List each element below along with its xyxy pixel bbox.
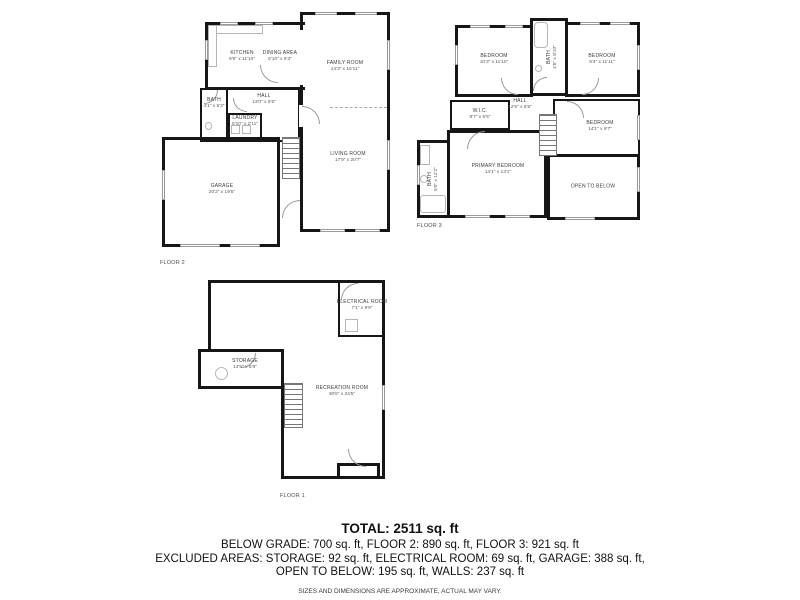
room-label-living bbox=[330, 151, 366, 165]
room-label-electrical bbox=[337, 299, 388, 313]
window bbox=[162, 170, 165, 200]
window bbox=[205, 40, 208, 60]
room-label-bedroom3 bbox=[586, 120, 613, 134]
room-name: W.I.C. bbox=[472, 108, 488, 115]
room-label-dining bbox=[263, 50, 297, 64]
room-label-storage bbox=[232, 358, 258, 372]
room-dims: 14'1" x 13'1" bbox=[484, 170, 512, 176]
room-name: FAMILY ROOM bbox=[326, 60, 364, 67]
room-dims: 9'4" x 11'11" bbox=[589, 60, 615, 66]
room-dims: 17'9" x 20'7" bbox=[334, 158, 362, 164]
room-label-open-to-below bbox=[571, 184, 615, 191]
room-name: OPEN TO BELOW bbox=[570, 183, 616, 190]
room-label-laundry bbox=[232, 115, 258, 129]
room-dims: 30'6" x 34'5" bbox=[328, 392, 356, 398]
room-name: BATH bbox=[427, 172, 434, 186]
window bbox=[580, 22, 600, 25]
window bbox=[610, 22, 630, 25]
excluded-areas-text: EXCLUDED AREAS: STORAGE: 92 sq. ft, ELECTRICAL ROOM: 69 sq. ft, GARAGE: 388 sq. ft, bbox=[155, 552, 645, 565]
window bbox=[470, 25, 490, 28]
room-dims: 13'0" x 6'5" bbox=[252, 100, 276, 106]
room-dims: 5'10" x 2'11" bbox=[232, 122, 258, 128]
room-name: LIVING ROOM bbox=[330, 151, 366, 158]
room-dims: 4'1" x 5'3" bbox=[203, 104, 225, 110]
stairs bbox=[282, 137, 300, 179]
vanity-fixture bbox=[420, 145, 430, 165]
room-name: STORAGE bbox=[232, 358, 258, 365]
window bbox=[220, 22, 238, 25]
window bbox=[455, 45, 458, 65]
mechanical-fixture bbox=[215, 367, 228, 380]
room-label-recreation bbox=[316, 385, 368, 399]
room-name: LAUNDRY bbox=[232, 115, 258, 122]
room-name: RECREATION ROOM bbox=[315, 385, 369, 392]
excluded-areas-text-2: OPEN TO BELOW: 195 sq. ft, WALLS: 237 sq. ft bbox=[275, 566, 525, 579]
room-name: GARAGE bbox=[210, 183, 234, 190]
room-label-bath1 bbox=[546, 45, 560, 69]
room-label-kitchen bbox=[229, 50, 255, 64]
room-dims: 4'6" x 8'10" bbox=[553, 45, 559, 69]
room-dims: 8'7" x 5'5" bbox=[469, 115, 491, 121]
room-label-hall bbox=[508, 98, 532, 112]
window bbox=[387, 40, 390, 70]
room-name: BATH bbox=[207, 97, 221, 104]
floor3-tag: FLOOR 3 bbox=[417, 223, 442, 229]
room-dims: 6'10" x 9'3" bbox=[268, 57, 292, 63]
room-name: KITCHEN bbox=[230, 50, 254, 57]
room-dims: 7'1" x 9'9" bbox=[351, 306, 373, 312]
window bbox=[637, 45, 640, 70]
door-arc bbox=[282, 200, 300, 218]
room-dims: 14'3" x 15'11" bbox=[330, 67, 360, 73]
room-label-bath bbox=[204, 97, 225, 111]
room-dims: 12'5" x 8'5" bbox=[508, 105, 532, 111]
room-label-garage bbox=[209, 183, 235, 197]
window bbox=[255, 22, 273, 25]
kitchen-counter bbox=[208, 25, 217, 67]
window bbox=[355, 229, 380, 232]
floor-areas-text: BELOW GRADE: 700 sq. ft, FLOOR 2: 890 sq. ft, FLOOR 3: 921 sq. ft bbox=[221, 539, 579, 551]
window bbox=[382, 385, 385, 410]
window bbox=[230, 244, 260, 247]
room-label-wic bbox=[470, 108, 491, 122]
window bbox=[637, 167, 640, 192]
room-dims: 9'6" x 11'10" bbox=[229, 57, 255, 63]
total-area-text: TOTAL: 2511 sq. ft bbox=[341, 521, 459, 536]
bathtub-fixture bbox=[534, 22, 548, 48]
room-name: PRIMARY BEDROOM bbox=[471, 163, 525, 170]
room-label-primary bbox=[472, 163, 525, 177]
floor3-plan bbox=[415, 15, 645, 233]
exterior-wall bbox=[281, 476, 385, 479]
exterior-wall bbox=[208, 280, 385, 283]
stairs bbox=[539, 114, 557, 156]
room-name: BEDROOM bbox=[588, 53, 616, 60]
room-name: HALL bbox=[257, 93, 271, 100]
room-name: BATH bbox=[546, 50, 553, 64]
room-divider-dashed bbox=[330, 107, 387, 108]
room-label-bath2 bbox=[427, 167, 441, 191]
room-name: HALL bbox=[513, 98, 527, 105]
heater-fixture bbox=[345, 319, 358, 332]
window bbox=[505, 215, 530, 218]
window bbox=[505, 25, 523, 28]
window bbox=[387, 140, 390, 170]
window bbox=[465, 215, 490, 218]
room-name: ELECTRICAL ROOM bbox=[336, 299, 388, 306]
room-dims: 10'3" x 11'10" bbox=[479, 60, 509, 66]
floor2-plan bbox=[160, 10, 392, 272]
room-dims: 5'0" x 12'2" bbox=[434, 167, 440, 191]
toilet-fixture bbox=[535, 65, 542, 72]
room-name: DINING AREA bbox=[262, 50, 298, 57]
room-label-bedroom2 bbox=[588, 53, 615, 67]
room-dims: 14'5" x 6'9" bbox=[233, 365, 257, 371]
window bbox=[355, 12, 377, 15]
room-label-family bbox=[327, 60, 363, 74]
wall-opening bbox=[299, 30, 304, 85]
floor2-tag: FLOOR 2 bbox=[160, 260, 185, 266]
window bbox=[637, 115, 640, 140]
room-dims: 20'2" x 19'5" bbox=[208, 190, 236, 196]
toilet-fixture bbox=[205, 122, 212, 130]
disclaimer-text: SIZES AND DIMENSIONS ARE APPROXIMATE, ACTUAL MAY VARY. bbox=[298, 587, 502, 595]
floor1-tag: FLOOR 1 bbox=[280, 493, 305, 499]
room-name: BEDROOM bbox=[480, 53, 508, 60]
room-dims: 14'1" x 9'7" bbox=[588, 127, 612, 133]
room-label-hall bbox=[252, 93, 276, 107]
window bbox=[417, 165, 420, 185]
room-name: BEDROOM bbox=[586, 120, 614, 127]
bathtub-fixture bbox=[420, 195, 446, 213]
window bbox=[565, 217, 595, 220]
window bbox=[320, 229, 345, 232]
area-summary bbox=[0, 521, 800, 595]
exterior-wall bbox=[208, 280, 211, 351]
stairs bbox=[284, 383, 303, 428]
room-label-bedroom1 bbox=[480, 53, 509, 67]
window bbox=[180, 244, 220, 247]
floor1-plan bbox=[195, 275, 400, 505]
window bbox=[315, 12, 337, 15]
